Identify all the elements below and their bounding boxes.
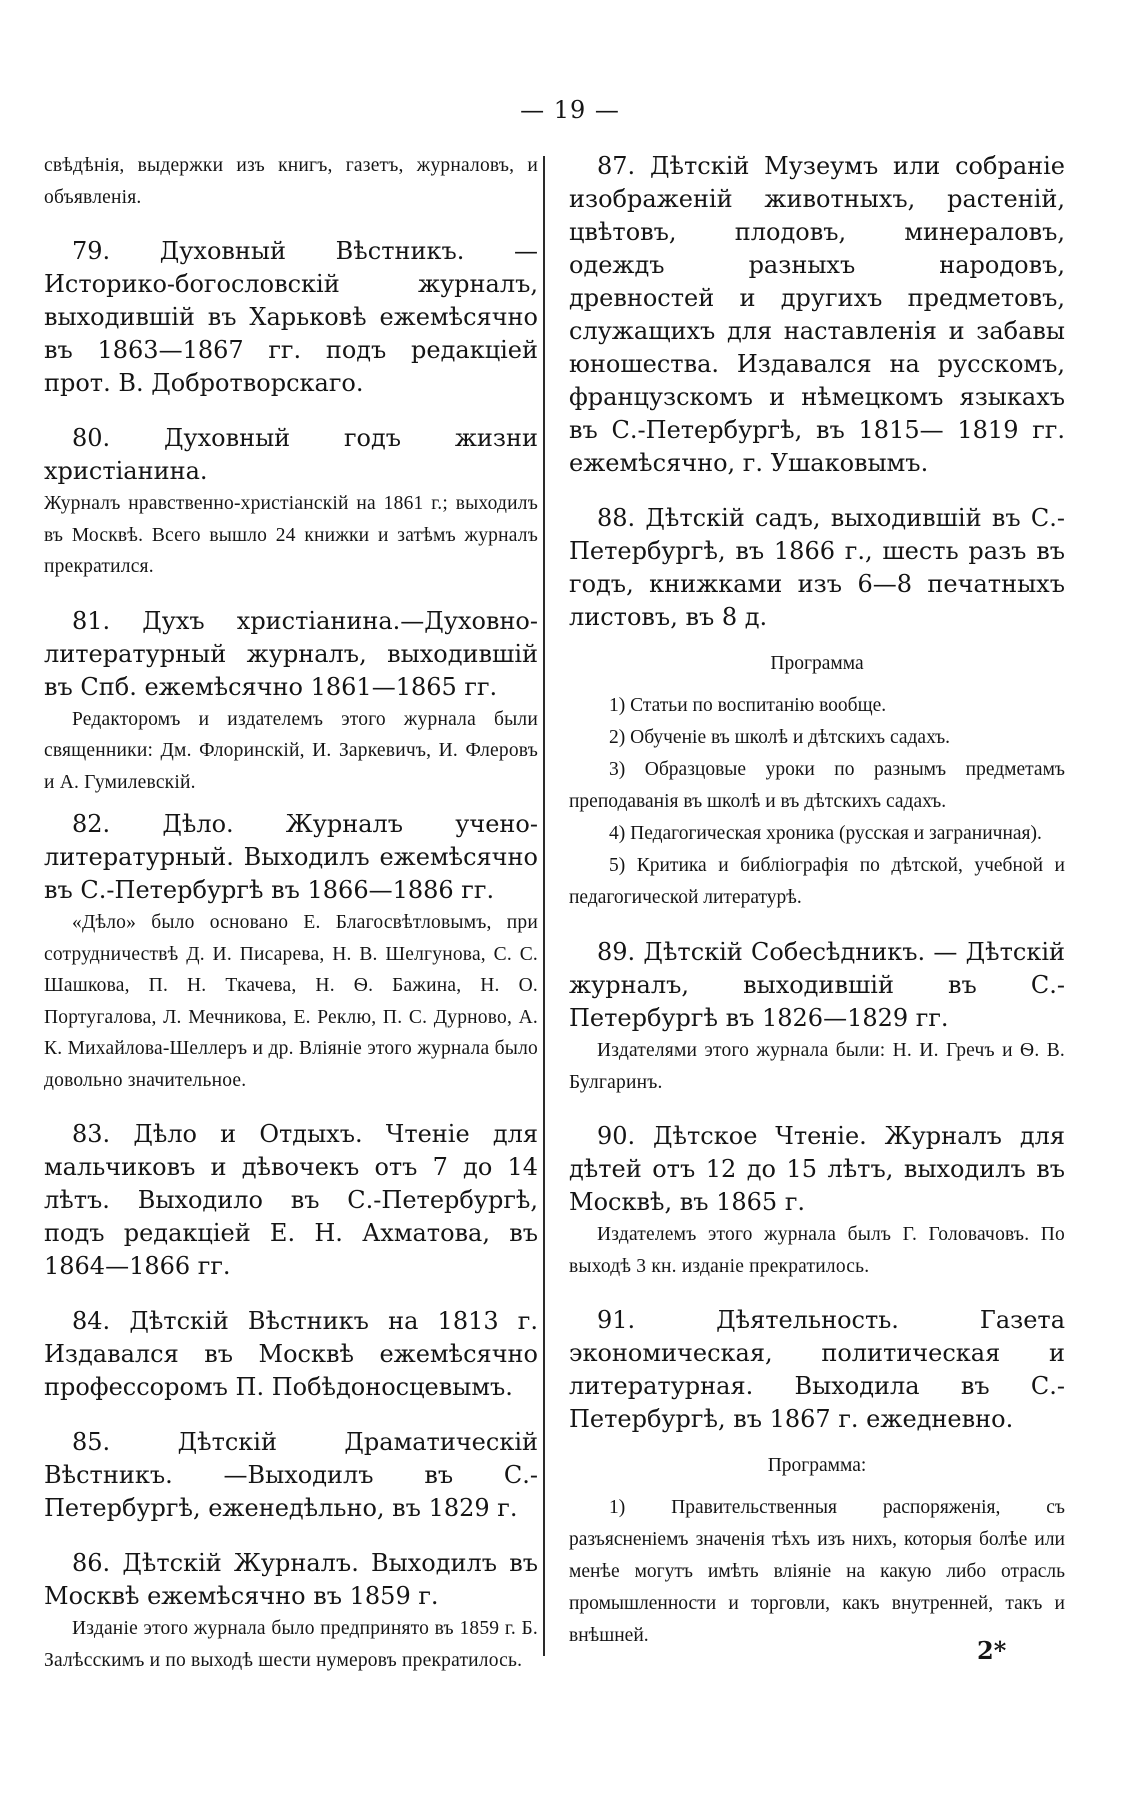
entry-81-note: Редакторомъ и издателемъ этого журнала были священники: Дм. Флоринскій, И. Заркевичъ, И. Флеровъ и А. Гумилевскій. — [44, 708, 538, 793]
entry-82-note: «Дѣло» было основано Е. Благосвѣтловымъ, при сотрудничествѣ Д. И. Писарева, Н. В. Шелгунова, С. С. Шашкова, П. Н. Ткачева, Н. Ѳ. Бажина, Н. О. Португалова, Л. Мечникова, Е. Реклю, П. С. Дурново, А. К. Михайлова-Шеллеръ и др. Вліяніе этого журнала было довольно значительное. — [44, 912, 538, 1091]
entry-89: 89. Дѣтскій Собесѣдникъ. — Дѣтскій журналъ, выходившій въ С.-Петербургѣ въ 1826—1829 гг. — [569, 938, 1065, 1032]
entry-82: 82. Дѣло. Журналъ учено-литературный. Выходилъ ежемѣсячно въ С.-Петербургѣ въ 1866—1886 гг. — [44, 810, 538, 904]
entry-78-continuation: свѣдѣнія, выдержки изъ книгъ, газетъ, журналовъ, и объявленія. — [44, 155, 538, 208]
entry-83: 83. Дѣло и Отдыхъ. Чтеніе для мальчиковъ и дѣвочекъ отъ 7 до 14 лѣтъ. Выходило въ С.-Петербургѣ, подъ редакціей Е. Н. Ахматова, въ 1864—1866 гг. — [44, 1120, 538, 1280]
program-2-item-1: 1) Правительственныя распоряженія, съ разъясненіемъ значенія тѣхъ изъ нихъ, которыя болѣе или менѣе могутъ имѣть вліяніе на какую либо отрасль промышленности и торговли, какъ внутренней, такъ и внѣшней. — [569, 1497, 1065, 1646]
entry-90: 90. Дѣтское Чтеніе. Журналъ для дѣтей отъ 12 до 15 лѣтъ, выходилъ въ Москвѣ, въ 1865 г. — [569, 1122, 1065, 1216]
entry-80-note: Журналъ нравственно-христіанскій на 1861 г.; выходилъ въ Москвѣ. Всего вышло 24 книжки и затѣмъ журналъ прекратился. — [44, 493, 538, 577]
entry-79: 79. Духовный Вѣстникъ. — Историко-богословскій журналъ, выходившій въ Харьковѣ ежемѣсячно въ 1863—1867 гг. подъ редакціей прот. В. Добротворскаго. — [44, 237, 538, 397]
program-1-item-4: 4) Педагогическая хроника (русская и заграничная). — [609, 823, 1042, 844]
program-1-title: Программа — [770, 653, 864, 674]
entry-89-note: Издателями этого журнала были: Н. И. Гречъ и Ѳ. В. Булгаринъ. — [569, 1040, 1065, 1093]
entry-84: 84. Дѣтскій Вѣстникъ на 1813 г. Издавался въ Москвѣ ежемѣсячно профессоромъ П. Побѣдоносцевымъ. — [44, 1307, 538, 1401]
entry-80-title: 80. Духовный годъ жизни христіанина. — [44, 424, 538, 485]
entry-91: 91. Дѣятельность. Газета экономическая, политическая и литературная. Выходила въ С.-Петербургѣ, въ 1867 г. ежедневно. — [569, 1306, 1065, 1433]
page-number: — 19 — — [520, 96, 620, 124]
right-column — [569, 150, 1065, 1652]
signature-mark: 2* — [977, 1636, 1007, 1665]
program-1-item-5: 5) Критика и библіографія по дѣтской, учебной и педагогической литературѣ. — [569, 855, 1065, 908]
program-2-title: Программа: — [767, 1455, 867, 1476]
entry-86: 86. Дѣтскій Журналъ. Выходилъ въ Москвѣ ежемѣсячно въ 1859 г. — [44, 1549, 538, 1610]
entry-86-note: Изданіе этого журнала было предпринято въ 1859 г. Б. Залѣсскимъ и по выходѣ шести нумеровъ прекратилось. — [44, 1618, 538, 1671]
program-1-item-2: 2) Обученіе въ школѣ и дѣтскихъ садахъ. — [609, 727, 951, 748]
entry-81: 81. Духъ христіанина.—Духовно-литературный журналъ, выходившій въ Спб. ежемѣсячно 1861—1865 гг. — [44, 606, 538, 701]
left-column — [44, 150, 538, 1676]
column-divider — [543, 156, 545, 1656]
program-1-item-3: 3) Образцовые уроки по разнымъ предметамъ преподаванія въ школѣ и въ дѣтскихъ садахъ. — [569, 759, 1065, 812]
entry-85: 85. Дѣтскій Драматическій Вѣстникъ. —Выходилъ въ С.-Петербургѣ, еженедѣльно, въ 1829 г. — [44, 1428, 538, 1522]
entry-90-note: Издателемъ этого журнала былъ Г. Головачовъ. По выходѣ 3 кн. изданіе прекратилось. — [569, 1224, 1065, 1277]
entry-87: 87. Дѣтскій Музеумъ или собраніе изображеній животныхъ, растеній, цвѣтовъ, плодовъ, минераловъ, одеждъ разныхъ народовъ, древностей и другихъ предметовъ, служащихъ для наставленія и забавы юношества. Издавался на русскомъ, французскомъ и нѣмецкомъ языкахъ въ С.-Петербургѣ, въ 1815— 1819 гг. ежемѣсячно, г. Ушаковымъ. — [569, 152, 1065, 477]
program-1-item-1: 1) Статьи по воспитанію вообще. — [609, 695, 887, 716]
entry-88: 88. Дѣтскій садъ, выходившій въ С.-Петербургѣ, въ 1866 г., шесть разъ въ годъ, книжками изъ 6—8 печатныхъ листовъ, въ 8 д. — [569, 504, 1065, 631]
